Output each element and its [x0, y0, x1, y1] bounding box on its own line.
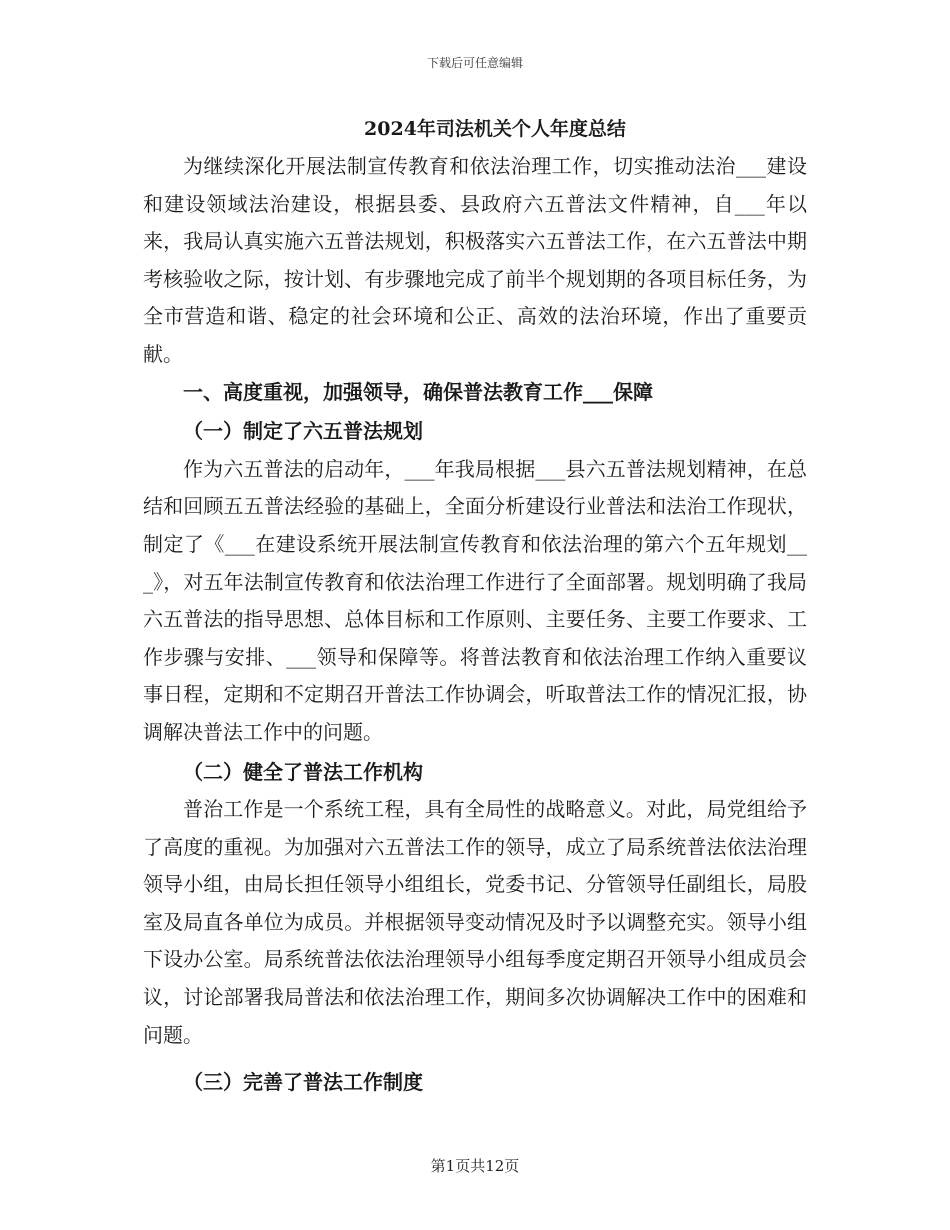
subsection-paragraph-2: 普治工作是一个系统工程，具有全局性的战略意义。对此，局党组给予了高度的重视。为加强对六五普法工作的领导，成立了局系统普法依法治理领导小组，由局长担任领导小组组长，党委书记、分管领导任副组长，局股室及局直各单位为成员。并根据领导变动情况及时予以调整充实。领导小组下设办公室。局系统普法依法治理领导小组每季度定期召开领导小组成员会议，讨论部署我局普法和依法治理工作，期间多次协调解决工作中的困难和问题。: [143, 797, 807, 1047]
subsection-heading-2: （二）健全了普法工作机构: [183, 759, 423, 784]
document-body: [143, 148, 807, 1102]
page-number: 第1页共12页: [430, 1157, 520, 1175]
subsection-heading-3: （三）完善了普法工作制度: [183, 1070, 423, 1095]
download-edit-note: 下载后可任意编辑: [426, 56, 523, 70]
subsection-paragraph-1: 作为六五普法的启动年，___年我局根据___县六五普法规划精神，在总结和回顾五五普法经验的基础上，全面分析建设行业普法和法治工作现状，制定了《___在建设系统开展法制宣传教育和依法治理的第六个五年规划___》，对五年法制宣传教育和依法治理工作进行了全面部署。规划明确了我局六五普法的指导思想、总体目标和工作原则、主要任务、主要工作要求、工作步骤与安排、___领导和保障等。将普法教育和依法治理工作纳入重要议事日程，定期和不定期召开普法工作协调会，听取普法工作的情况汇报，协调解决普法工作中的问题。: [143, 456, 807, 744]
document-title: 2024年司法机关个人年度总结: [364, 118, 626, 140]
subsection-heading-1: （一）制定了六五普法规划: [183, 419, 423, 444]
intro-paragraph: 为继续深化开展法制宣传教育和依法治理工作，切实推动法治___建设和建设领域法治建设，根据县委、县政府六五普法文件精神，自___年以来，我局认真实施六五普法规划，积极落实六五普法工作，在六五普法中期考核验收之际，按计划、有步骤地完成了前半个规划期的各项目标任务，为全市营造和谐、稳定的社会环境和公正、高效的法治环境，作出了重要贡献。: [143, 154, 807, 366]
section-heading-1: 一、高度重视，加强领导，确保普法教育工作___保障: [183, 379, 653, 404]
